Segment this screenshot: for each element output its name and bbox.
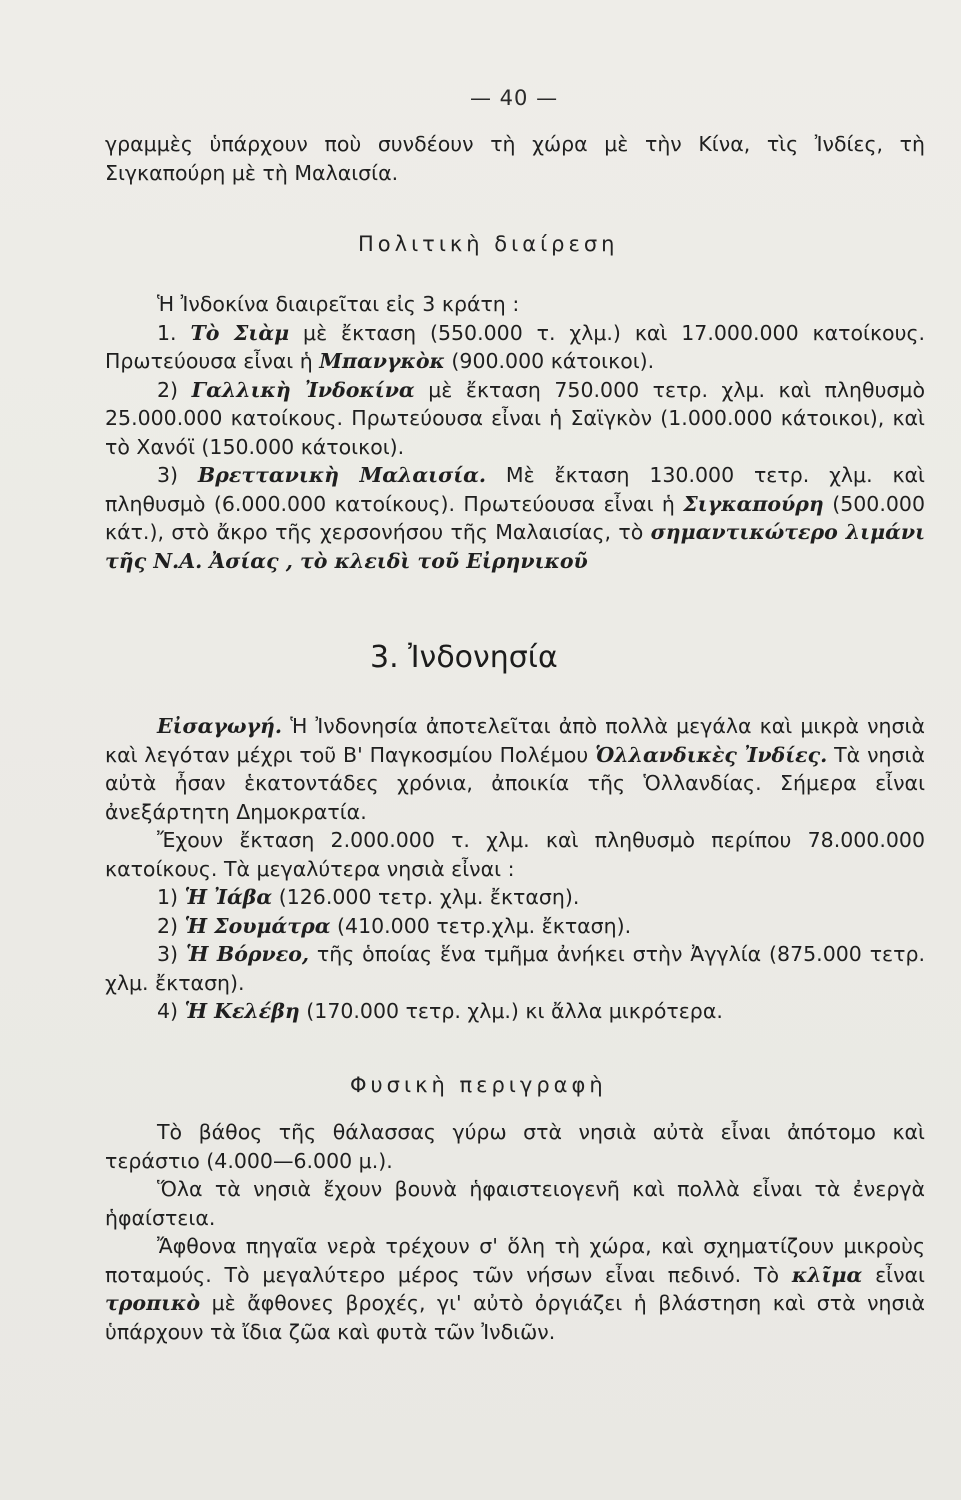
island-4-text: (170.000 τετρ. χλμ.) κι ἄλλα μικρότερα. [299,999,723,1023]
island-3 [105,940,925,997]
island-3-number: 3) [157,942,186,966]
island-4-name: Ἡ Κελέβη [184,999,300,1023]
state-3-number: 3) [157,463,198,487]
intro-text-2: Τὰ νησιὰ αὐτὰ ἦσαν ἑκατοντάδες χρόνια, ἀποικία τῆς Ὁλλανδίας. Σήμερα εἶναι ἀνεξάρτητη Δημοκρατία. [105,742,925,824]
chapter-title: 3. Ἰνδονησία [370,640,558,675]
state-3-text2: (500.000 κάτ.), στὸ ἄκρο τῆς χερσονήσου τῆς Μαλαισίας, τὸ [105,491,925,544]
climate-word: κλῖμα [791,1262,863,1287]
state-2-number: 2) [157,377,192,402]
state-3 [105,461,925,575]
state-2-name: Γαλλικὴ Ἰνδοκίνα [191,377,415,402]
state-3-text: Μὲ ἔκταση 130.000 τετρ. χλμ. καὶ πληθυσμὸ (6.000.000 κατοίκους). Πρωτεύουσα εἶναι ἡ [105,463,925,516]
island-4-number: 4) [157,999,185,1023]
state-1-name: Τὸ Σιὰμ [190,320,290,345]
sea-depth: Τὸ βάθος τῆς θάλασσας γύρω στὰ νησιὰ αὐτὰ εἶναι ἀπότομο καὶ τεράστιο (4.000—6.000 μ.). [105,1120,925,1173]
island-1-name: Ἡ Ἰάβα [184,885,273,909]
intro-label: Εἰσαγωγή. [157,714,283,738]
section-heading-politiki: Πολιτικὴ διαίρεση [358,232,619,256]
politiki-lead: Ἡ Ἰνδοκίνα διαιρεῖται εἰς 3 κράτη : [157,292,520,316]
island-2-number: 2) [157,913,185,938]
state-3-capital: Σιγκαπούρη [683,491,824,516]
state-1-text: μὲ ἔκταση (550.000 τ. χλμ.) καὶ 17.000.000 κατοίκους. Πρωτεύουσα εἶναι ἡ [105,320,925,373]
climate-is: εἶναι [862,1262,925,1287]
intro-text: Ἡ Ἰνδονησία ἀποτελεῖται ἀπὸ πολλὰ μεγάλα καὶ μικρὰ νησιὰ καὶ λεγόταν μέχρι τοῦ Β' Παγκοσμίου Πολέμου [105,714,925,767]
state-1-end: (900.000 κάτοικοι). [444,349,655,373]
waters-climate [105,1232,925,1346]
state-1-capital: Μπανγκὸκ [319,349,445,373]
indonesia-section [105,712,925,1026]
island-3-name: Ἡ Βόρνεο, [185,942,310,966]
state-3-name: Βρεττανικὴ Μαλαισία. [197,463,487,487]
state-2-text: μὲ ἔκταση 750.000 τετρ. χλμ. καὶ πληθυσμὸ 25.000.000 κατοίκους. Πρωτεύουσα εἶναι ἡ Σαϊγκὸν (1.000.000 κάτοικοι), καὶ τὸ Χανόϊ (150.000 κάτοικοι). [105,377,926,459]
island-2-text: (410.000 τετρ.χλμ. ἔκταση). [330,913,632,938]
island-3-text: τῆς ὁποίας ἕνα τμῆμα ἀνήκει στὴν Ἀγγλία (875.000 τετρ. χλμ. ἔκταση). [105,942,926,995]
island-1 [105,883,925,912]
tropical-word: τροπικὸ [105,1291,201,1315]
volcanoes: Ὅλα τὰ νησιὰ ἔχουν βουνὰ ἡφαιστειογενῆ καὶ πολλὰ εἶναι τὰ ἐνεργὰ ἡφαίστεια. [105,1177,925,1230]
intro-line: γραμμὲς ὑπάρχουν ποὺ συνδέουν τὴ χώρα μὲ τὴν Κίνα, τὶς Ἰνδίες, τὴ Σιγκαπούρη μὲ τὴ Μαλαισία. [105,132,925,185]
island-2 [105,912,925,941]
waters-text: Ἄφθονα πηγαῖα νερὰ τρέχουν σ' ὅλη τὴ χώρα, καὶ σχηματίζουν μικροὺς ποταμούς. Τὸ μεγαλύτερο μέρος τῶν νήσων εἶναι πεδινό. Τὸ [105,1234,925,1287]
island-1-number: 1) [157,885,185,909]
page-number: — 40 — [470,86,559,110]
island-4 [105,997,925,1026]
climate-text: μὲ ἄφθονες βροχές, γι' αὐτὸ ὀργιάζει ἡ βλάστηση καὶ στὰ νησιὰ ὑπάρχουν τὰ ἴδια ζῶα καὶ φυτὰ τῶν Ἰνδιῶν. [105,1291,925,1344]
state-1-number: 1. [157,320,191,345]
section-heading-fysiki: Φυσικὴ περιγραφὴ [350,1073,607,1097]
island-2-name: Ἡ Σουμάτρα [184,913,331,938]
fysiki-section [105,1118,925,1346]
dutch-indies: Ὁλλανδικὲς Ἰνδίες. [595,742,828,767]
state-3-emphasis: σημαντικώτερο λιμάνι τῆς Ν.Α. Ἀσίας , τὸ κλειδὶ τοῦ Εἰρηνικοῦ [105,520,925,573]
politiki-section [105,290,925,575]
state-1 [105,319,925,376]
intro-paragraph [105,130,925,187]
indonesia-area: Ἔχουν ἔκταση 2.000.000 τ. χλμ. καὶ πληθυσμὸ περίπου 78.000.000 κατοίκους. Τὰ μεγαλύτερα νησιὰ εἶναι : [105,828,925,881]
indonesia-intro [105,712,925,826]
island-1-text: (126.000 τετρ. χλμ. ἔκταση). [272,885,580,909]
state-2 [105,376,925,462]
